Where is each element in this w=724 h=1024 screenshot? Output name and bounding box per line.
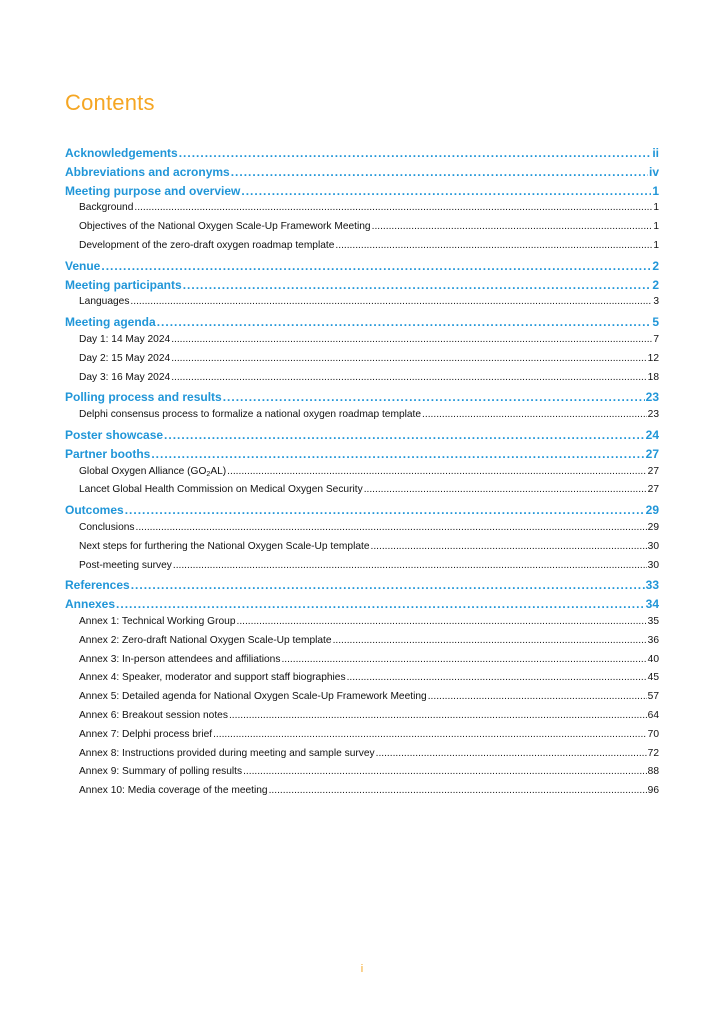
dot-leader	[335, 240, 652, 251]
toc-subsection-link[interactable]	[65, 202, 659, 221]
toc-subsection-link[interactable]	[65, 353, 659, 372]
toc-entry-label: Meeting purpose and overview	[65, 183, 241, 198]
toc-section-link[interactable]	[65, 503, 659, 522]
toc-page-number: 23	[647, 409, 659, 421]
toc-section-link[interactable]	[65, 390, 659, 409]
toc-page-number: 24	[645, 427, 659, 442]
dot-leader	[116, 597, 645, 611]
toc-entry-label: Languages	[79, 296, 130, 308]
toc-entry-label: Annex 9: Summary of polling results	[79, 766, 243, 778]
dot-leader	[371, 541, 647, 552]
dot-leader	[157, 315, 652, 329]
toc-section-link[interactable]	[65, 278, 659, 297]
toc-entry-label: Partner booths	[65, 446, 151, 461]
dot-leader	[171, 372, 646, 383]
dot-leader	[183, 278, 652, 292]
toc-page-number: 1	[653, 239, 659, 251]
toc-entry-label: References	[65, 578, 130, 593]
toc-entry-label: Annex 3: In-person attendees and affiliations	[79, 653, 281, 665]
dot-leader	[223, 390, 645, 404]
toc-page-number: 30	[647, 540, 659, 552]
toc-subsection-link[interactable]	[65, 710, 659, 729]
toc-entry-label: Annex 6: Breakout session notes	[79, 709, 228, 721]
toc-page-number: 70	[647, 728, 659, 740]
toc-page-number: 33	[645, 578, 659, 593]
toc-section-link[interactable]	[65, 259, 659, 278]
toc-page-number: 2	[652, 277, 659, 292]
toc-page-number: 45	[647, 672, 659, 684]
dot-leader	[372, 221, 653, 232]
toc-entry-label: Annex 2: Zero-draft National Oxygen Scale-Up template	[79, 634, 332, 646]
toc-entry-label: Post-meeting survey	[79, 559, 172, 571]
dot-leader	[241, 184, 651, 198]
toc-page-number: 7	[653, 333, 659, 345]
toc-entry-label: Annex 4: Speaker, moderator and support staff biographies	[79, 672, 346, 684]
toc-page-number: 64	[647, 709, 659, 721]
toc-page-number: 57	[647, 691, 659, 703]
dot-leader	[171, 334, 652, 345]
toc-page-number: 27	[647, 465, 659, 477]
toc-page-number: 18	[647, 371, 659, 383]
toc-entry-label: Development of the zero-draft oxygen roadmap template	[79, 239, 335, 251]
toc-entry-label	[79, 466, 226, 477]
toc-entry-label: Venue	[65, 258, 101, 273]
toc-section-link[interactable]	[65, 184, 659, 203]
toc-page-number: 30	[647, 559, 659, 571]
toc-subsection-link[interactable]	[65, 635, 659, 654]
dot-leader	[130, 296, 652, 307]
toc-subsection-link[interactable]	[65, 729, 659, 748]
toc-page-number: 35	[647, 615, 659, 627]
toc-subsection-link[interactable]	[65, 484, 659, 503]
toc-subsection-link[interactable]	[65, 409, 659, 428]
toc-entry-label: Delphi consensus process to formalize a national oxygen roadmap template	[79, 409, 422, 421]
dot-leader	[131, 578, 645, 592]
toc-page-number: 72	[647, 747, 659, 759]
toc-entry-label: Abbreviations and acronyms	[65, 164, 230, 179]
toc-subsection-link[interactable]	[65, 672, 659, 691]
toc-page-number: 1	[653, 202, 659, 214]
toc-page-number: iv	[648, 164, 659, 179]
toc-section-link[interactable]	[65, 447, 659, 466]
toc-page-number: 27	[647, 484, 659, 496]
toc-subsection-link[interactable]	[65, 766, 659, 785]
toc-entry-label: Annex 7: Delphi process brief	[79, 728, 213, 740]
dot-leader	[164, 428, 645, 442]
toc-subsection-link[interactable]	[65, 616, 659, 635]
toc-entry-label: Poster showcase	[65, 427, 164, 442]
dot-leader	[347, 672, 647, 683]
toc-entry-label: Annexes	[65, 597, 116, 612]
dot-leader	[134, 202, 652, 213]
toc-entry-label: Background	[79, 202, 134, 214]
toc-entry-label: Lancet Global Health Commission on Medical Oxygen Security	[79, 484, 363, 496]
dot-leader	[364, 484, 647, 495]
toc-entry-label: Annex 1: Technical Working Group	[79, 615, 236, 627]
dot-leader	[227, 466, 646, 477]
dot-leader	[422, 409, 647, 420]
toc-page-number: 3	[653, 296, 659, 308]
toc-section-link[interactable]	[65, 597, 659, 616]
toc-section-link[interactable]	[65, 165, 659, 184]
toc-entry-label-part: AL)	[210, 465, 227, 477]
toc-subsection-link[interactable]	[65, 466, 659, 485]
toc-page-number: 34	[645, 597, 659, 612]
toc-subsection-link[interactable]	[65, 522, 659, 541]
toc-section-link[interactable]	[65, 146, 659, 165]
toc-subsection-link[interactable]	[65, 541, 659, 560]
page-number: i	[360, 963, 364, 975]
toc-entry-label: Polling process and results	[65, 390, 222, 405]
toc-page-number: 1	[653, 221, 659, 233]
table-of-contents	[65, 146, 659, 804]
toc-entry-label: Outcomes	[65, 503, 124, 518]
toc-page-number: 96	[647, 785, 659, 797]
dot-leader	[171, 353, 646, 364]
dot-leader	[229, 710, 647, 721]
dot-leader	[179, 146, 652, 160]
toc-entry-label: Acknowledgements	[65, 146, 178, 160]
dot-leader	[428, 691, 647, 702]
toc-page-number: 88	[647, 766, 659, 778]
toc-page-number: 27	[645, 446, 659, 461]
toc-page-number: 5	[652, 315, 659, 330]
dot-leader	[101, 259, 651, 273]
toc-entry-label-subscript: 2	[206, 470, 211, 478]
toc-page-number: 23	[645, 390, 659, 405]
toc-entry-label: Meeting participants	[65, 277, 182, 292]
toc-entry-label: Conclusions	[79, 521, 135, 533]
toc-page-number: 1	[652, 183, 659, 198]
dot-leader	[333, 635, 647, 646]
toc-entry-label: Day 2: 15 May 2024	[79, 352, 171, 364]
dot-leader	[151, 447, 644, 461]
toc-subsection-link[interactable]	[65, 560, 659, 579]
dot-leader	[281, 654, 646, 665]
toc-subsection-link[interactable]	[65, 785, 659, 804]
toc-entry-label: Annex 10: Media coverage of the meeting	[79, 785, 268, 797]
dot-leader	[125, 503, 645, 517]
toc-entry-label: Day 3: 16 May 2024	[79, 371, 171, 383]
toc-entry-label-part: Global Oxygen Alliance (GO	[79, 465, 207, 477]
toc-subsection-link[interactable]	[65, 691, 659, 710]
dot-leader	[231, 165, 648, 179]
dot-leader	[213, 729, 647, 740]
toc-entry-label: Annex 8: Instructions provided during meeting and sample survey	[79, 747, 375, 759]
toc-page-number: ii	[652, 146, 659, 160]
toc-page-number: 2	[652, 258, 659, 273]
toc-page-number: 40	[647, 653, 659, 665]
toc-entry-label: Meeting agenda	[65, 315, 156, 330]
dot-leader	[243, 766, 647, 777]
toc-subsection-link[interactable]	[65, 372, 659, 391]
toc-subsection-link[interactable]	[65, 748, 659, 767]
dot-leader	[269, 785, 647, 796]
toc-entry-label: Next steps for furthering the National Oxygen Scale-Up template	[79, 540, 370, 552]
toc-subsection-link[interactable]	[65, 296, 659, 315]
dot-leader	[136, 522, 647, 533]
toc-page-number: 36	[647, 634, 659, 646]
toc-entry-label: Annex 5: Detailed agenda for National Oxygen Scale-Up Framework Meeting	[79, 691, 427, 703]
dot-leader	[376, 748, 647, 759]
dot-leader	[173, 560, 647, 571]
toc-entry-label: Objectives of the National Oxygen Scale-Up Framework Meeting	[79, 221, 371, 233]
toc-section-link[interactable]	[65, 315, 659, 334]
toc-section-link[interactable]	[65, 578, 659, 597]
toc-section-link[interactable]	[65, 428, 659, 447]
dot-leader	[236, 616, 646, 627]
toc-page-number: 29	[645, 503, 659, 518]
toc-subsection-link[interactable]	[65, 334, 659, 353]
toc-subsection-link[interactable]	[65, 221, 659, 240]
toc-page-number: 29	[647, 521, 659, 533]
toc-subsection-link[interactable]	[65, 240, 659, 259]
page-title: Contents	[65, 90, 155, 115]
toc-subsection-link[interactable]	[65, 654, 659, 673]
toc-page-number: 12	[647, 352, 659, 364]
toc-entry-label: Day 1: 14 May 2024	[79, 333, 171, 345]
